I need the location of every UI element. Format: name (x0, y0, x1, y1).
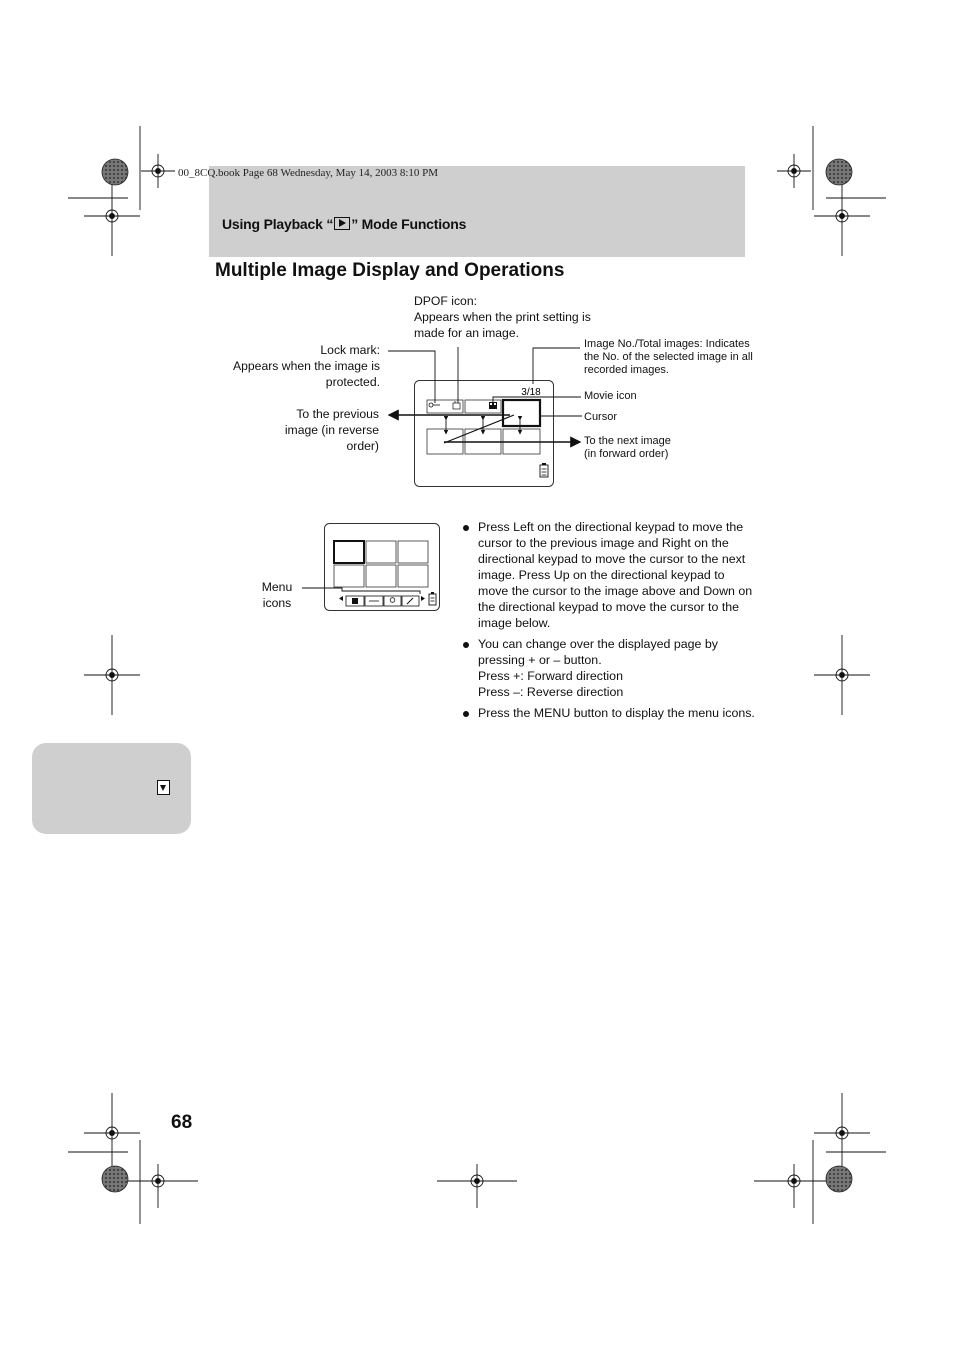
next-callout: To the next image (in forward order) (584, 435, 671, 460)
bullet-text: You can change over the displayed page by pressing + or – button. (478, 637, 718, 667)
section-title-start: Using Playback “ (222, 216, 334, 232)
bullet-item (463, 519, 755, 631)
lock-desc: Appears when the image is protected. (232, 359, 380, 389)
menu-icons-callout: Menu icons (261, 580, 293, 610)
bullet-item (463, 636, 755, 700)
instructions-list (463, 519, 755, 726)
movie-callout: Movie icon (584, 390, 637, 402)
bullet-dot (463, 525, 469, 531)
cursor-frame (503, 400, 540, 426)
chapter-tab-icon (157, 780, 170, 795)
dpof-title: DPOF icon: (414, 294, 477, 308)
cursor-callout: Cursor (584, 411, 618, 423)
dpof-desc: Appears when the print setting is made for an image. (414, 310, 591, 340)
menu-screen (325, 524, 440, 611)
forward-line: Press +: Forward direction (478, 669, 623, 683)
bullet-text: Press the MENU button to display the menu icons. (478, 706, 755, 720)
page-number: 68 (171, 1112, 193, 1133)
bullet-dot (463, 711, 469, 717)
lock-title: Lock mark: (320, 343, 380, 357)
bullet-dot (463, 642, 469, 648)
prev-callout: To the previous image (in reverse order) (284, 407, 379, 453)
book-line: 00_8CQ.book Page 68 Wednesday, May 14, 2003 8:10 PM (178, 167, 439, 179)
menu-battery-icon (429, 592, 436, 605)
bullet-text: Press Left on the directional keypad to move the cursor to the previous image and Right on the directional keypad to move the cursor to the next image. Press Up on the directional keypad to move the cursor to the image above and Down on the directional keypad to move the cursor to the image below. (478, 520, 753, 630)
movie-icon (489, 402, 497, 409)
page-title: Multiple Image Display and Operations (215, 260, 565, 281)
reverse-line: Press –: Reverse direction (478, 685, 624, 699)
image-no-callout: Image No./Total images: Indicates the No. of the selected image in all recorded images. (584, 338, 753, 376)
menu-icon-bar (339, 596, 425, 606)
section-title-end: ” Mode Functions (351, 216, 467, 232)
image-counter: 3/18 (521, 387, 541, 398)
battery-icon (540, 463, 548, 477)
bullet-item (463, 705, 755, 721)
